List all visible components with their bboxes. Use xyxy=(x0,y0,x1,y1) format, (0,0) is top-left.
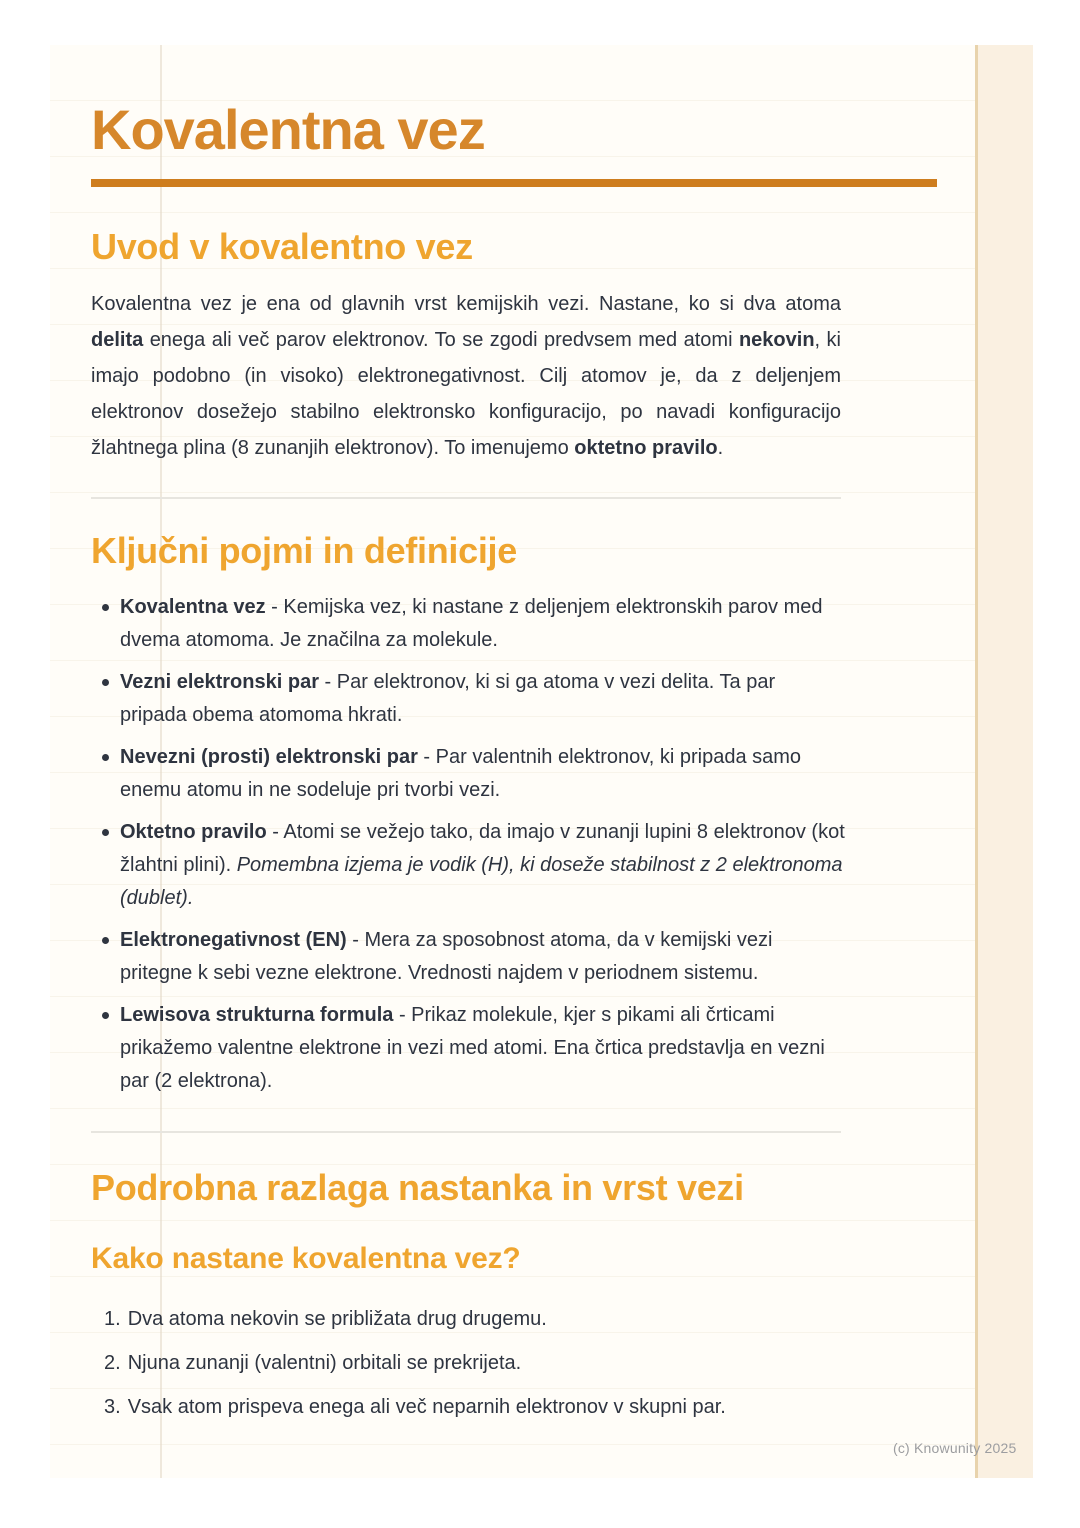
term-item xyxy=(91,591,845,657)
intro-run: enega ali več parov elektronov. To se zgodi predvsem med atomi xyxy=(143,329,739,352)
section-heading-intro: Uvod v kovalentno vez xyxy=(91,226,473,268)
section-heading-terms: Ključni pojmi in definicije xyxy=(91,530,517,572)
step-number: 1. xyxy=(104,1308,121,1331)
intro-paragraph xyxy=(91,286,841,466)
page-title: Kovalentna vez xyxy=(91,98,485,161)
step-item xyxy=(91,1345,845,1381)
intro-run-bold: oktetno pravilo xyxy=(574,437,718,460)
side-stripe xyxy=(975,45,1033,1478)
term-item xyxy=(91,999,845,1098)
intro-run-bold: delita xyxy=(91,329,144,352)
term-desc: - Mera za sposobnost atoma, da v kemijski vezi pritegne k sebi vezne elektrone. Vrednosti najdem v periodnem sistemu. xyxy=(120,929,773,985)
section-heading-detail: Podrobna razlaga nastanka in vrst vezi xyxy=(91,1167,744,1209)
term-item xyxy=(91,924,845,990)
terms-list xyxy=(91,591,845,1098)
step-text: Vsak atom prispeva enega ali več neparnih elektronov v skupni par. xyxy=(127,1396,726,1419)
term-name: Nevezni (prosti) elektronski par xyxy=(120,746,418,769)
term-desc: - Atomi se vežejo tako, da imajo v zunanji lupini 8 elektronov (kot žlahtni plini). xyxy=(120,821,845,877)
intro-run: . xyxy=(717,437,724,460)
title-rule xyxy=(91,179,937,187)
term-item xyxy=(91,741,845,807)
term-name: Oktetno pravilo xyxy=(120,821,267,844)
subsection-heading-how: Kako nastane kovalentna vez? xyxy=(91,1242,521,1276)
step-item xyxy=(91,1301,845,1337)
term-item xyxy=(91,816,845,915)
step-text: Dva atoma nekovin se približata drug drugemu. xyxy=(127,1308,547,1331)
term-name: Vezni elektronski par xyxy=(120,671,319,694)
term-name: Elektronegativnost (EN) xyxy=(120,929,347,952)
term-name: Kovalentna vez xyxy=(120,596,266,619)
section-divider xyxy=(91,1131,841,1133)
term-item xyxy=(91,666,845,732)
term-italic-note: Pomembna izjema je vodik (H), ki doseže stabilnost z 2 elektronoma (dublet). xyxy=(120,854,843,910)
section-divider xyxy=(91,497,841,499)
intro-run: Kovalentna vez je ena od glavnih vrst kemijskih vezi. Nastane, ko si dva atoma xyxy=(91,293,841,316)
step-number: 3. xyxy=(104,1396,121,1419)
term-desc: - Kemijska vez, ki nastane z deljenjem elektronskih parov med dvema atomoma. Je značilna za molekule. xyxy=(120,596,823,652)
step-text: Njuna zunanji (valentni) orbitali se prekrijeta. xyxy=(127,1352,522,1375)
term-name: Lewisova strukturna formula xyxy=(120,1004,394,1027)
term-desc: - Par elektronov, ki si ga atoma v vezi delita. Ta par pripada obema atomoma hkrati. xyxy=(120,671,776,727)
term-desc: - Prikaz molekule, kjer s pikami ali črticami prikažemo valentne elektrone in vezi med atomi. Ena črtica predstavlja en vezni par (2 elektrona). xyxy=(120,1004,825,1093)
step-number: 2. xyxy=(104,1352,121,1375)
document-content xyxy=(91,45,937,1433)
intro-run-bold: nekovin xyxy=(738,329,815,352)
step-item xyxy=(91,1389,845,1425)
watermark: (c) Knowunity 2025 xyxy=(893,1440,1017,1456)
intro-run: , ki imajo podobno (in visoko) elektronegativnost. Cilj atomov je, da z deljenjem elektronov dosežejo stabilno elektronsko konfiguracijo, po navadi konfiguracijo žlahtnega plina (8 zunanjih elektronov). To imenujemo xyxy=(91,329,841,460)
steps-list xyxy=(91,1301,845,1425)
term-desc: - Par valentnih elektronov, ki pripada samo enemu atomu in ne sodeluje pri tvorbi vezi. xyxy=(120,746,802,802)
